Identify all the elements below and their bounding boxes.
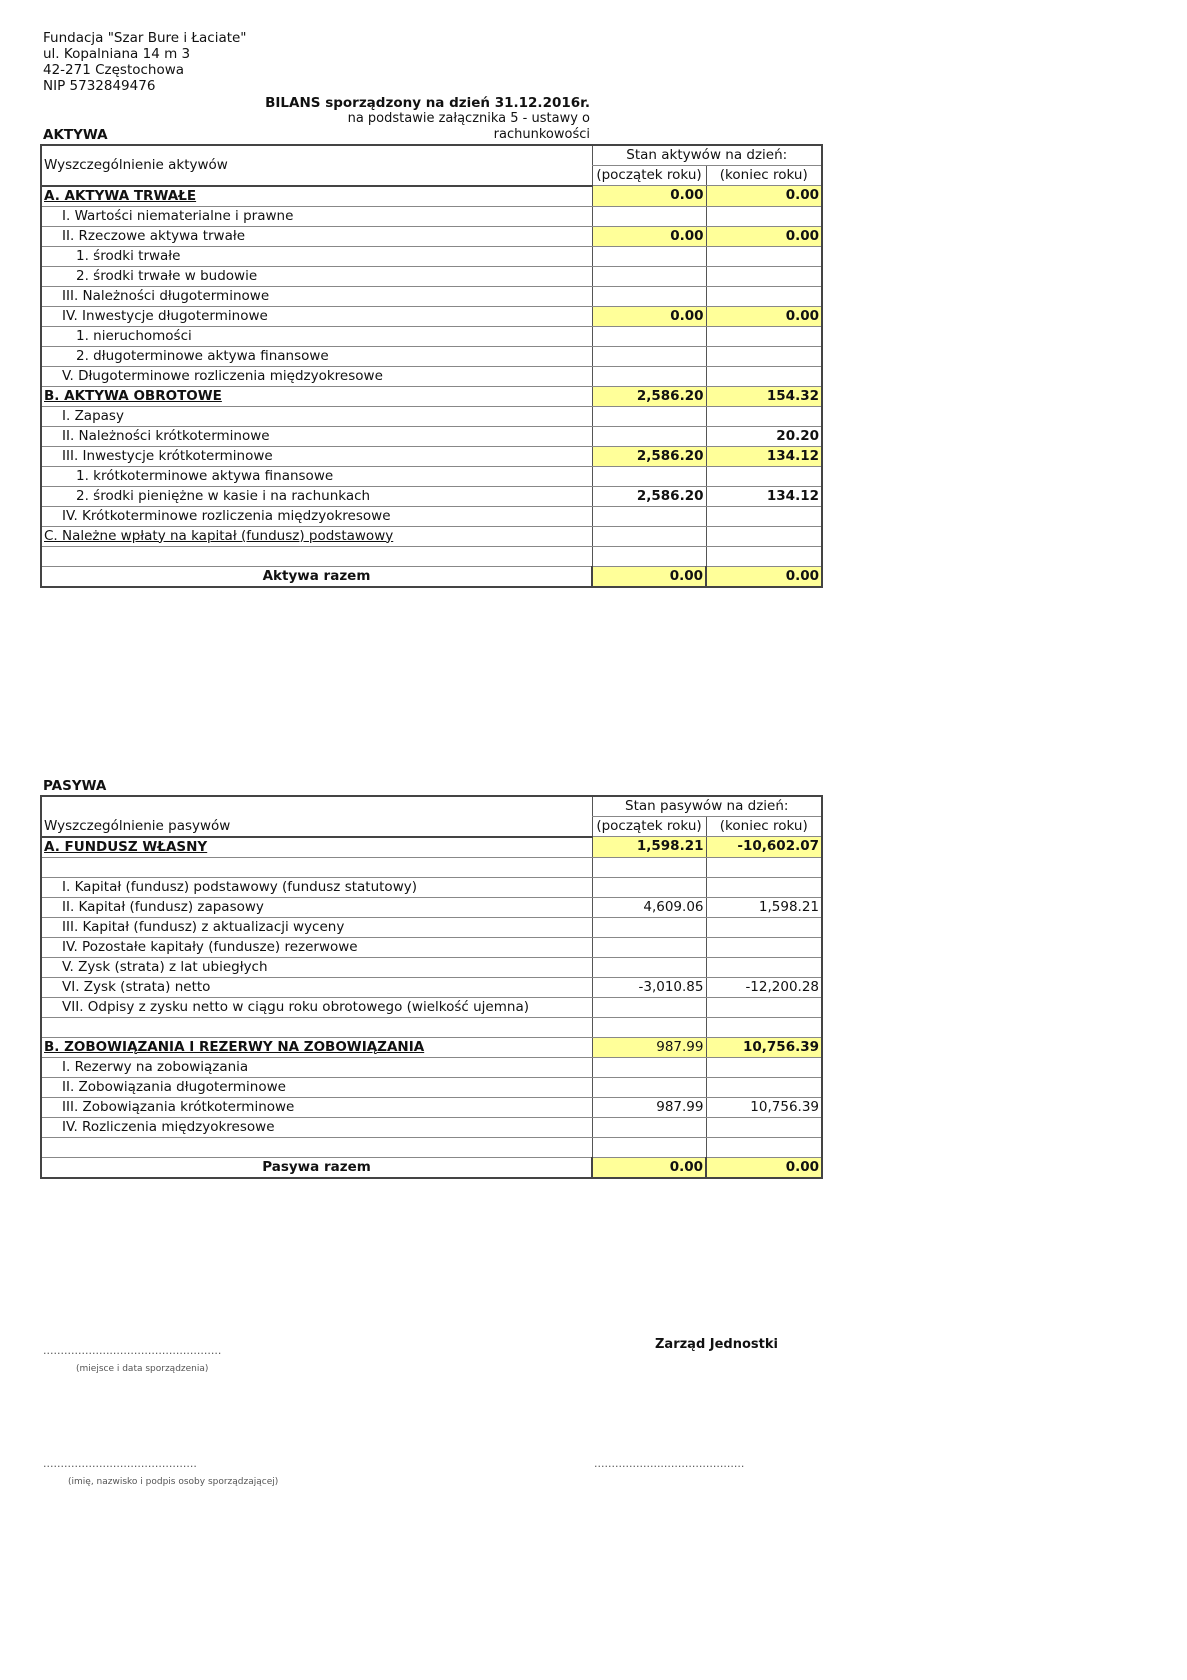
table-row	[41, 1097, 822, 1117]
row-value-end: -10,602.07	[706, 837, 822, 858]
row-label: II. Rzeczowe aktywa trwałe	[41, 226, 592, 246]
row-value-end	[706, 206, 822, 226]
row-value-start: 0.00	[592, 306, 706, 326]
table-row	[41, 977, 822, 997]
row-label: IV. Pozostałe kapitały (fundusze) rezerwowe	[41, 937, 592, 957]
row-value-start	[592, 246, 706, 266]
row-label: VI. Zysk (strata) netto	[41, 977, 592, 997]
row-value-start: 0.00	[592, 226, 706, 246]
document-title	[250, 95, 590, 143]
table-row	[41, 877, 822, 897]
row-value-start	[592, 937, 706, 957]
table-row	[41, 957, 822, 977]
row-value-end	[706, 506, 822, 526]
row-value-start	[592, 997, 706, 1017]
row-label: 2. środki pieniężne w kasie i na rachunkach	[41, 486, 592, 506]
row-value-end	[706, 266, 822, 286]
total-label: Aktywa razem	[41, 566, 592, 587]
row-label: I. Rezerwy na zobowiązania	[41, 1057, 592, 1077]
row-value-start: 987.99	[592, 1097, 706, 1117]
row-value-start	[592, 466, 706, 486]
preparer-caption: (imię, nazwisko i podpis osoby sporządzającej)	[68, 1477, 279, 1487]
row-value-end	[706, 466, 822, 486]
row-value-end	[706, 1117, 822, 1137]
aktywa-table	[40, 144, 823, 588]
row-value-end	[706, 326, 822, 346]
pasywa-col-end: (koniec roku)	[706, 817, 822, 837]
pasywa-col-start: (początek roku)	[592, 817, 706, 837]
row-label: III. Inwestycje krótkoterminowe	[41, 446, 592, 466]
row-label: B. AKTYWA OBROTOWE	[41, 386, 592, 406]
table-row-spacer	[41, 857, 822, 877]
row-value-start: 2,586.20	[592, 446, 706, 466]
row-label: V. Zysk (strata) z lat ubiegłych	[41, 957, 592, 977]
row-value-end	[706, 937, 822, 957]
row-value-start	[592, 326, 706, 346]
row-label: IV. Rozliczenia międzyokresowe	[41, 1117, 592, 1137]
row-label: I. Kapitał (fundusz) podstawowy (fundusz statutowy)	[41, 877, 592, 897]
table-row	[41, 206, 822, 226]
row-value-end: 154.32	[706, 386, 822, 406]
table-row-spacer	[41, 546, 822, 566]
row-value-end	[706, 1077, 822, 1097]
row-value-start: 0.00	[592, 186, 706, 207]
table-row	[41, 837, 822, 858]
table-row-spacer	[41, 1137, 822, 1157]
table-row	[41, 266, 822, 286]
row-label: 1. krótkoterminowe aktywa finansowe	[41, 466, 592, 486]
row-value-end	[706, 526, 822, 546]
table-row	[41, 937, 822, 957]
table-row	[41, 506, 822, 526]
row-value-end: 0.00	[706, 306, 822, 326]
pasywa-state-label: Stan pasywów na dzień:	[592, 796, 822, 817]
row-label: II. Należności krótkoterminowe	[41, 426, 592, 446]
row-value-start	[592, 1057, 706, 1077]
table-row	[41, 897, 822, 917]
row-label: A. AKTYWA TRWAŁE	[41, 186, 592, 207]
organization-header	[43, 30, 247, 94]
total-value-end: 0.00	[706, 566, 822, 587]
table-row	[41, 346, 822, 366]
table-row	[41, 1117, 822, 1137]
row-value-start: 2,586.20	[592, 486, 706, 506]
table-row	[41, 526, 822, 546]
row-label: 2. długoterminowe aktywa finansowe	[41, 346, 592, 366]
table-row	[41, 186, 822, 207]
row-label: I. Zapasy	[41, 406, 592, 426]
title-sub: na podstawie załącznika 5 - ustawy o rachunkowości	[347, 111, 590, 142]
row-value-start: -3,010.85	[592, 977, 706, 997]
row-label: III. Zobowiązania krótkoterminowe	[41, 1097, 592, 1117]
board-signature-line: ...........................................	[594, 1457, 745, 1470]
row-value-start	[592, 1117, 706, 1137]
row-label: B. ZOBOWIĄZANIA I REZERWY NA ZOBOWIĄZANIA	[41, 1037, 592, 1057]
row-value-start	[592, 526, 706, 546]
table-row-spacer	[41, 1017, 822, 1037]
row-value-end	[706, 1057, 822, 1077]
table-row	[41, 406, 822, 426]
aktywa-section-label: AKTYWA	[43, 127, 108, 143]
row-value-start	[592, 266, 706, 286]
row-label: III. Kapitał (fundusz) z aktualizacji wyceny	[41, 917, 592, 937]
pasywa-total-row	[41, 1157, 822, 1178]
pasywa-section-label: PASYWA	[43, 778, 107, 794]
row-value-end: 10,756.39	[706, 1097, 822, 1117]
table-row	[41, 486, 822, 506]
row-value-end: 0.00	[706, 186, 822, 207]
row-value-end	[706, 917, 822, 937]
row-value-end: 10,756.39	[706, 1037, 822, 1057]
row-value-start	[592, 877, 706, 897]
table-row	[41, 306, 822, 326]
row-label: 2. środki trwałe w budowie	[41, 266, 592, 286]
total-value-end: 0.00	[706, 1157, 822, 1178]
row-label: II. Zobowiązania długoterminowe	[41, 1077, 592, 1097]
aktywa-total-row	[41, 566, 822, 587]
table-row	[41, 917, 822, 937]
table-row	[41, 426, 822, 446]
preparer-signature-line: ............................................	[43, 1457, 197, 1470]
row-value-start	[592, 506, 706, 526]
row-value-start: 987.99	[592, 1037, 706, 1057]
row-value-start	[592, 206, 706, 226]
row-value-start	[592, 406, 706, 426]
row-value-end: 0.00	[706, 226, 822, 246]
aktywa-col-label: Wyszczególnienie aktywów	[41, 145, 592, 186]
row-value-end: 134.12	[706, 486, 822, 506]
row-value-start	[592, 426, 706, 446]
table-row	[41, 286, 822, 306]
row-value-start: 1,598.21	[592, 837, 706, 858]
row-value-start: 2,586.20	[592, 386, 706, 406]
table-row	[41, 246, 822, 266]
table-row	[41, 466, 822, 486]
row-label: V. Długoterminowe rozliczenia międzyokresowe	[41, 366, 592, 386]
table-row	[41, 997, 822, 1017]
table-row	[41, 1037, 822, 1057]
table-row	[41, 446, 822, 466]
row-label: 1. środki trwałe	[41, 246, 592, 266]
aktywa-state-label: Stan aktywów na dzień:	[592, 145, 822, 166]
board-label: Zarząd Jednostki	[655, 1337, 778, 1352]
row-value-end	[706, 366, 822, 386]
table-row	[41, 386, 822, 406]
row-label: III. Należności długoterminowe	[41, 286, 592, 306]
row-value-end: 20.20	[706, 426, 822, 446]
row-value-end: -12,200.28	[706, 977, 822, 997]
row-label: C. Należne wpłaty na kapitał (fundusz) podstawowy	[41, 526, 592, 546]
table-row	[41, 326, 822, 346]
row-value-start	[592, 286, 706, 306]
place-date-signature-line: ...................................................	[43, 1344, 222, 1357]
table-row	[41, 366, 822, 386]
row-value-start	[592, 957, 706, 977]
row-value-start	[592, 917, 706, 937]
row-value-start	[592, 346, 706, 366]
row-label: I. Wartości niematerialne i prawne	[41, 206, 592, 226]
title-main: BILANS sporządzony na dzień 31.12.2016r.	[265, 95, 590, 111]
org-address-city: 42-271 Częstochowa	[43, 62, 185, 78]
row-value-end	[706, 246, 822, 266]
total-value-start: 0.00	[592, 566, 706, 587]
row-value-start: 4,609.06	[592, 897, 706, 917]
row-label: IV. Krótkoterminowe rozliczenia międzyokresowe	[41, 506, 592, 526]
total-label: Pasywa razem	[41, 1157, 592, 1178]
pasywa-col-label: Wyszczególnienie pasywów	[41, 796, 592, 837]
row-value-start	[592, 1077, 706, 1097]
row-value-end	[706, 346, 822, 366]
row-value-end: 134.12	[706, 446, 822, 466]
org-nip: NIP 5732849476	[43, 78, 156, 94]
row-value-end	[706, 997, 822, 1017]
row-label: A. FUNDUSZ WŁASNY	[41, 837, 592, 858]
aktywa-col-start: (początek roku)	[592, 166, 706, 186]
row-label: 1. nieruchomości	[41, 326, 592, 346]
table-row	[41, 1077, 822, 1097]
org-name: Fundacja "Szar Bure i Łaciate"	[43, 30, 247, 46]
row-value-end	[706, 406, 822, 426]
org-address-street: ul. Kopalniana 14 m 3	[43, 46, 191, 62]
row-value-end	[706, 877, 822, 897]
row-label: VII. Odpisy z zysku netto w ciągu roku obrotowego (wielkość ujemna)	[41, 997, 592, 1017]
row-value-end: 1,598.21	[706, 897, 822, 917]
table-row	[41, 226, 822, 246]
table-row	[41, 1057, 822, 1077]
row-label: IV. Inwestycje długoterminowe	[41, 306, 592, 326]
pasywa-table	[40, 795, 823, 1179]
row-value-end	[706, 286, 822, 306]
total-value-start: 0.00	[592, 1157, 706, 1178]
aktywa-col-end: (koniec roku)	[706, 166, 822, 186]
row-value-end	[706, 957, 822, 977]
row-value-start	[592, 366, 706, 386]
row-label: II. Kapitał (fundusz) zapasowy	[41, 897, 592, 917]
place-date-caption: (miejsce i data sporządzenia)	[76, 1364, 209, 1374]
